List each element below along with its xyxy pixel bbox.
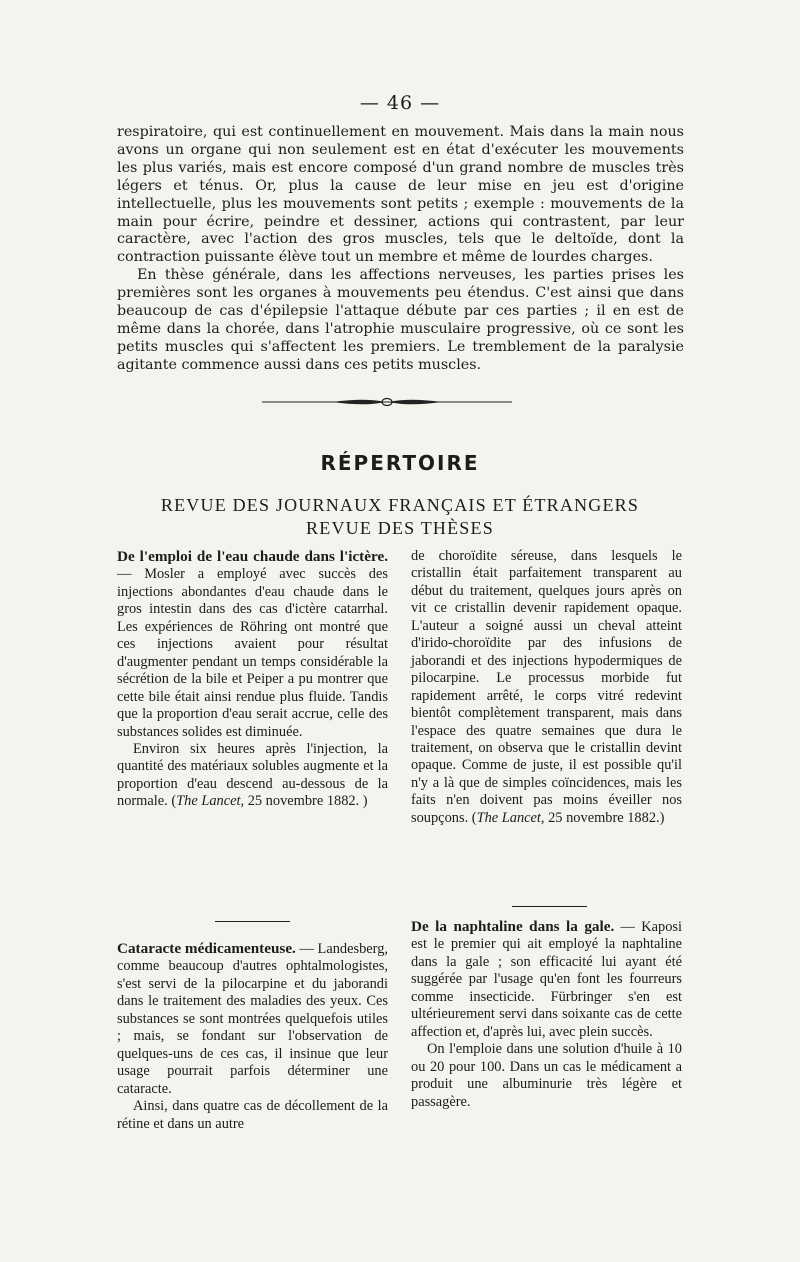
section-subtitle-theses: REVUE DES THÈSES xyxy=(306,518,494,538)
article-body: — Kaposi est le premier qui ait employé la naphtaline dans la gale ; son efficacité lui ayant été suggérée par l'usage qu'en font les fourreurs comme insecticide. Fürbringer s'en est ultérieurement servi dans soixante cas de cette affection et, d'après lui, avec plein succès. xyxy=(411,919,682,1040)
article-title: Cataracte médicamenteuse. xyxy=(117,940,296,957)
article-body: — Mosler a employé avec succès des injections abondantes d'eau chaude dans le gros intestin dans des cas d'ictère catarrhal. Les expériences de Röhring ont montré que ces injections avaient pour résultat d'augmenter pendant un temps considérable la sécrétion de la bile et Peiper a pu montrer que cette bile était ainsi rendue plus fluide. Tandis que la proportion d'eau serait accrue, celle des substances solides est diminuée. xyxy=(117,566,388,740)
section-heading: RÉPERTOIRE xyxy=(320,451,480,475)
intro-paragraph-2: En thèse générale, dans les affections nerveuses, les parties prises les premières sont les organes à mouvements peu étendus. C'est ainsi que dans beaucoup de cas d'épilepsie l'attaque débute par ces parties ; il en est de même dans la chorée, dans l'atrophie musculaire progressive, où ce sont les petits muscles qui s'affectent les premiers. Le tremblement de la paralysie agitante commence aussi dans ces petits muscles. xyxy=(117,267,684,373)
intro-paragraph-1: respiratoire, qui est continuellement en mouvement. Mais dans la main nous avons un organe qui non seulement est en état d'exécuter les mouvements les plus variés, mais est encore composé d'un grand nombre de muscles très légers et ténus. Or, plus la cause de leur mise en jeu est d'origine intellectuelle, plus les mouvements sont petits ; exemple : mouvements de la main pour écrire, peindre et dessiner, actions qui contrastent, par leur caractère, avec l'action des gros muscles, tels que le deltoïde, dont la contraction puissante élève tout un membre et même de lourdes charges. xyxy=(117,124,684,266)
article-date: 25 novembre 1882.) xyxy=(544,809,665,826)
article-body: Environ six heures après l'injection, la quantité des matériaux solubles augmente et la proportion d'eau descend au-dessous de la normale. ( xyxy=(117,740,388,810)
ornament-divider xyxy=(262,392,512,412)
intro-text xyxy=(117,124,684,375)
article-body: On l'emploie dans une solution d'huile à 10 ou 20 pour 100. Dans un cas le médicament a produit une albuminurie très légère et passagère. xyxy=(411,1041,682,1110)
article-separator xyxy=(215,921,290,922)
article-source: The Lancet, xyxy=(176,793,245,810)
article-drug-cataract-continued xyxy=(411,548,682,827)
article-body: Ainsi, dans quatre cas de décollement de la rétine et dans un autre xyxy=(117,1098,388,1132)
article-title: De l'emploi de l'eau chaude dans l'ictère. xyxy=(117,548,388,565)
page-number: — 46 — xyxy=(359,92,441,114)
article-source: The Lancet, xyxy=(476,809,545,826)
article-date: 25 novembre 1882. ) xyxy=(244,793,368,810)
article-body: — Landesberg, comme beaucoup d'autres ophtalmologistes, s'est servi de la pilocarpine et du jaborandi dans le traitement des maladies des yeux. Ces substances se sont montrées quelquefois utiles ; mais, se fondant sur l'observation de quelques-uns de ces cas, il insinue que leur usage pourrait parfois déterminer une cataracte. xyxy=(117,941,388,1097)
article-hot-water-jaundice xyxy=(117,548,388,811)
section-subtitle-journals: REVUE DES JOURNAUX FRANÇAIS ET ÉTRANGERS xyxy=(160,495,640,515)
article-separator xyxy=(512,906,587,907)
article-drug-cataract xyxy=(117,940,388,1133)
article-title: De la naphtaline dans la gale. xyxy=(411,918,615,935)
article-naphthalene-scabies xyxy=(411,918,682,1111)
article-body: de choroïdite séreuse, dans lesquels le cristallin était parfaitement transparent au début du traitement, quelques jours après on vit ce cristallin devenir rapidement opaque. L'auteur a soigné aussi un cheval atteint d'irido-choroïdite par des infusions de jaborandi et des injections hypodermiques de pilocarpine. Le processus morbide fut rapidement arrêté, le corps vitré redevint bientôt complètement transparent, mais dans l'espace des quatre semaines que dura le traitement, on observa que le cristallin devint opaque. Comme de juste, il est possible qu'il n'y a là que de simples coïncidences, mais les faits n'en doivent pas moins éveiller nos soupçons. ( xyxy=(411,548,682,826)
